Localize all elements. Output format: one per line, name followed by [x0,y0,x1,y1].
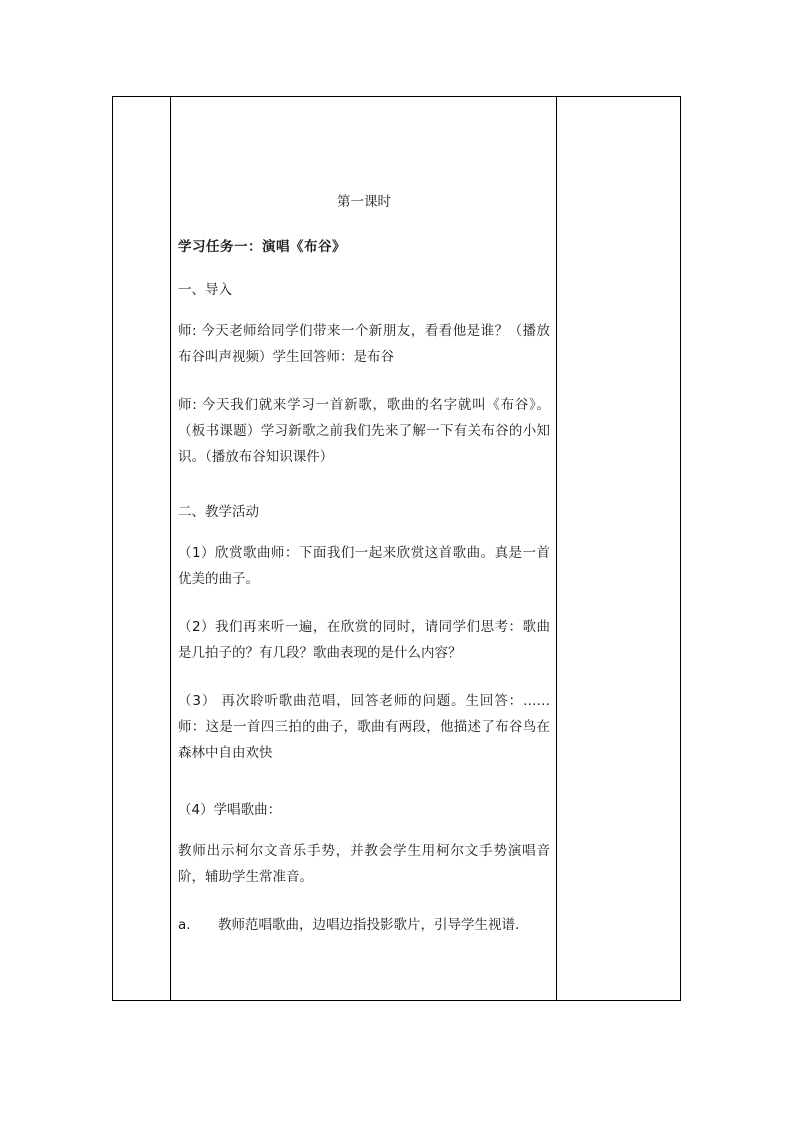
lesson-plan-table [112,96,681,1001]
step-4-item-a [178,912,550,938]
item-a-label: a. [178,917,191,933]
step-4-paragraph: 教师出示柯尔文音乐手势，并教会学生用柯尔文手势演唱音阶，辅助学生常准音。 [178,843,550,885]
lesson-title: 第一课时 [337,194,391,210]
column-divider-left [170,97,171,1000]
step-2-paragraph: （2）我们再来听一遍，在欣赏的同时，请同学们思考：歌曲是几拍子的？有几段？歌曲表现的是什么内容？ [178,619,550,661]
column-divider-right [556,97,557,1000]
step-3-paragraph: （3） 再次聆听歌曲范唱，回答老师的问题。生回答：……师：这是一首四三拍的曲子，歌曲有两段，他描述了布谷鸟在森林中自由欢快 [178,693,550,761]
task-heading: 学习任务一：演唱《布谷》 [178,239,346,255]
intro-heading: 一、导入 [178,282,232,298]
item-a-text: 教师范唱歌曲，边唱边指投影歌片，引导学生视谱. [218,917,520,933]
step-1-paragraph: （1）欣赏歌曲师：下面我们一起来欣赏这首歌曲。真是一首优美的曲子。 [178,545,550,587]
intro-paragraph-2: 师: 今天我们就来学习一首新歌，歌曲的名字就叫《布谷》。（板书课题）学习新歌之前我们先来了解一下有关布谷的小知识。（播放布谷知识课件） [178,397,550,465]
step-4-heading: （4）学唱歌曲： [178,802,282,818]
activity-heading: 二、教学活动 [178,504,259,520]
intro-paragraph-1: 师: 今天老师给同学们带来一个新朋友，看看他是谁？（播放布谷叫声视频）学生回答师：是布谷 [178,323,550,365]
